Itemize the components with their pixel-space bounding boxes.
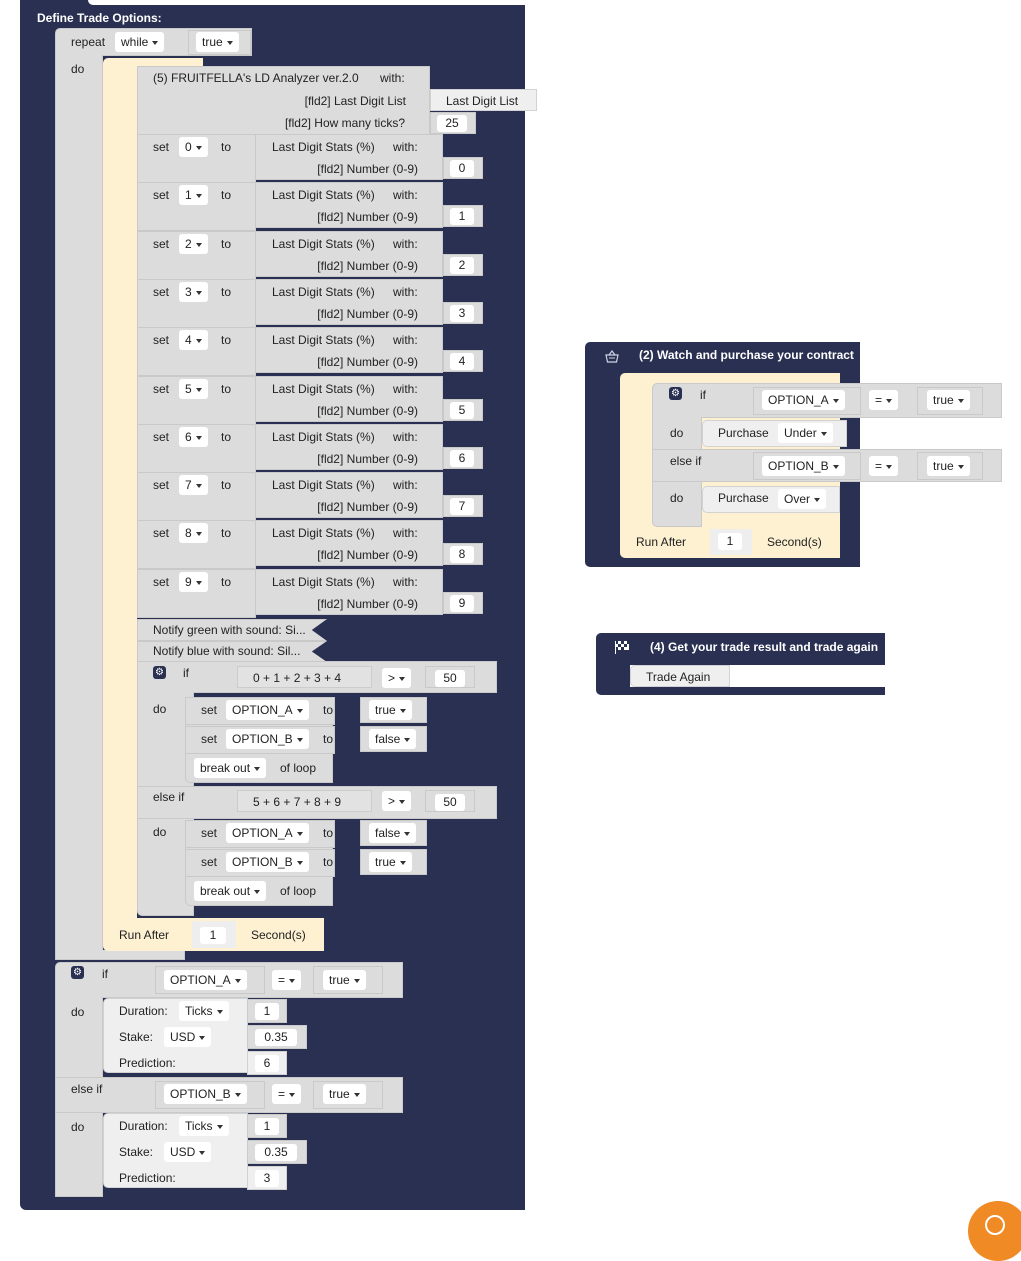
if-label: if	[183, 666, 189, 680]
number-arg-label: [fld2] Number (0-9)	[317, 452, 418, 466]
set-label: set	[201, 732, 218, 746]
bool-dropdown[interactable]: true	[369, 852, 412, 872]
set-label: set	[153, 237, 170, 251]
duration-label: Duration:	[119, 1004, 168, 1018]
to-label: to	[221, 575, 232, 589]
stats-function-label: Last Digit Stats (%)	[272, 237, 375, 251]
set-label: set	[153, 140, 170, 154]
ticks-label: [fld2] How many ticks?	[284, 116, 405, 130]
stats-with-label: with:	[393, 140, 418, 154]
variable-dropdown[interactable]: OPTION_B	[226, 729, 309, 749]
to-label: to	[221, 188, 232, 202]
stats-function-label: Last Digit Stats (%)	[272, 140, 375, 154]
number-arg-label: [fld2] Number (0-9)	[317, 259, 418, 273]
variable-dropdown[interactable]: 9	[179, 572, 208, 592]
set-label: set	[153, 333, 170, 347]
duration-label: Duration:	[119, 1119, 168, 1133]
block-title: Define Trade Options:	[37, 11, 162, 25]
last-digit-list-value: Last Digit List	[446, 94, 519, 108]
set-label: set	[153, 575, 170, 589]
loop-body-strip	[103, 66, 137, 921]
last-digit-list-label: [fld2] Last Digit List	[304, 94, 406, 108]
basket-icon	[604, 349, 620, 366]
stats-with-label: with:	[393, 382, 418, 396]
do-label: do	[670, 491, 684, 505]
stats-with-label: with:	[393, 188, 418, 202]
set-label: set	[153, 526, 170, 540]
bool-dropdown[interactable]: false	[369, 823, 416, 843]
set-label: set	[153, 430, 170, 444]
stats-with-label: with:	[393, 285, 418, 299]
stake-label: Stake:	[119, 1145, 154, 1159]
to-label: to	[221, 382, 232, 396]
stats-with-label: with:	[393, 333, 418, 347]
bool-dropdown-2[interactable]: true	[323, 1084, 366, 1104]
variable-dropdown[interactable]: 7	[179, 475, 208, 495]
duration-value[interactable]: 1	[255, 1118, 279, 1135]
stats-with-label: with:	[393, 237, 418, 251]
break-out-dropdown[interactable]: break out	[194, 758, 266, 778]
purchase-block-title: (2) Watch and purchase your contract	[639, 348, 854, 362]
equals-dropdown-1[interactable]: =	[272, 970, 301, 990]
do-label: do	[71, 62, 85, 76]
stats-function-label: Last Digit Stats (%)	[272, 333, 375, 347]
number-value[interactable]: 6	[450, 450, 474, 467]
to-label: to	[323, 855, 334, 869]
after-block-title: (4) Get your trade result and trade again	[650, 640, 879, 654]
repeat-label: repeat	[71, 35, 106, 49]
do-label: do	[71, 1120, 85, 1134]
duration-value[interactable]: 1	[255, 1003, 279, 1020]
stats-function-label: Last Digit Stats (%)	[272, 526, 375, 540]
set-label: set	[153, 285, 170, 299]
compare-op-1[interactable]: >	[382, 668, 411, 688]
bool-dropdown-2[interactable]: true	[927, 456, 970, 476]
bool-dropdown-1[interactable]: true	[323, 970, 366, 990]
to-label: to	[221, 140, 232, 154]
chat-icon	[985, 1215, 1005, 1235]
gear-icon[interactable]: ⚙	[71, 966, 84, 979]
variable-dropdown-2[interactable]: OPTION_B	[762, 456, 845, 476]
of-loop-label: of loop	[280, 761, 317, 775]
compare-value-1[interactable]: 50	[435, 670, 465, 687]
variable-dropdown[interactable]: 2	[179, 234, 208, 254]
number-arg-label: [fld2] Number (0-9)	[317, 355, 418, 369]
to-label: to	[221, 526, 232, 540]
number-value[interactable]: 1	[450, 208, 474, 225]
set-label: set	[201, 855, 218, 869]
set-label: set	[153, 382, 170, 396]
stats-function-label: Last Digit Stats (%)	[272, 188, 375, 202]
notify-blue-text: Notify blue with sound: Sil...	[153, 644, 301, 658]
prediction-value[interactable]: 6	[255, 1055, 279, 1072]
repeat-body-strip	[55, 55, 103, 955]
equals-dropdown-2[interactable]: =	[272, 1084, 301, 1104]
repeat-bottom	[55, 950, 185, 960]
variable-dropdown-1[interactable]: OPTION_A	[164, 970, 247, 990]
duration-unit-dropdown[interactable]: Ticks	[179, 1116, 229, 1136]
stats-with-label: with:	[393, 478, 418, 492]
variable-dropdown[interactable]: 8	[179, 523, 208, 543]
number-value[interactable]: 7	[450, 498, 474, 515]
stats-with-label: with:	[393, 575, 418, 589]
variable-dropdown[interactable]: OPTION_A	[226, 823, 309, 843]
variable-dropdown[interactable]: 4	[179, 330, 208, 350]
to-label: to	[323, 732, 334, 746]
variable-dropdown[interactable]: 6	[179, 427, 208, 447]
to-label: to	[221, 237, 232, 251]
duration-unit-dropdown[interactable]: Ticks	[179, 1001, 229, 1021]
stake-label: Stake:	[119, 1030, 154, 1044]
run-after-value[interactable]: 1	[200, 927, 226, 944]
currency-dropdown[interactable]: USD	[164, 1027, 211, 1047]
sum-expression-1: 0 + 1 + 2 + 3 + 4	[253, 671, 342, 685]
do-label: do	[71, 1005, 85, 1019]
checkered-flag-icon	[614, 640, 630, 657]
set-label: set	[201, 703, 218, 717]
equals-dropdown-1[interactable]: =	[869, 390, 898, 410]
number-arg-label: [fld2] Number (0-9)	[317, 548, 418, 562]
stats-function-label: Last Digit Stats (%)	[272, 575, 375, 589]
of-loop-label: of loop	[280, 884, 317, 898]
contract-type-dropdown-2[interactable]: Over	[778, 489, 826, 509]
stake-value[interactable]: 0.35	[255, 1029, 297, 1046]
block-notch	[88, 0, 525, 5]
number-arg-label: [fld2] Number (0-9)	[317, 210, 418, 224]
number-value[interactable]: 9	[450, 595, 474, 612]
set-label: set	[153, 188, 170, 202]
variable-dropdown[interactable]: 1	[179, 185, 208, 205]
else-if-label: else if	[153, 790, 185, 804]
number-arg-label: [fld2] Number (0-9)	[317, 500, 418, 514]
run-after-unit: Second(s)	[767, 535, 822, 549]
do-label: do	[670, 426, 684, 440]
purchase-label: Purchase	[718, 426, 769, 440]
variable-dropdown-1[interactable]: OPTION_A	[762, 390, 845, 410]
prediction-value[interactable]: 3	[255, 1170, 279, 1187]
variable-dropdown[interactable]: 0	[179, 137, 208, 157]
variable-dropdown[interactable]: 3	[179, 282, 208, 302]
repeat-mode-dropdown[interactable]: while	[115, 32, 164, 52]
run-after-unit: Second(s)	[251, 928, 306, 942]
stats-function-label: Last Digit Stats (%)	[272, 285, 375, 299]
number-value[interactable]: 0	[450, 160, 474, 177]
gear-icon[interactable]: ⚙	[669, 387, 682, 400]
number-arg-label: [fld2] Number (0-9)	[317, 307, 418, 321]
ticks-value[interactable]: 25	[437, 115, 467, 132]
purchase-label: Purchase	[718, 491, 769, 505]
number-value[interactable]: 4	[450, 353, 474, 370]
to-label: to	[323, 703, 334, 717]
do-label: do	[153, 702, 167, 716]
block-bottom	[55, 1196, 525, 1200]
analyzer-with: with:	[380, 71, 405, 85]
stats-function-label: Last Digit Stats (%)	[272, 430, 375, 444]
to-label: to	[221, 478, 232, 492]
run-after-value[interactable]: 1	[718, 533, 742, 550]
contract-type-dropdown-1[interactable]: Under	[778, 423, 833, 443]
break-out-dropdown[interactable]: break out	[194, 881, 266, 901]
equals-dropdown-2[interactable]: =	[869, 456, 898, 476]
stats-function-label: Last Digit Stats (%)	[272, 478, 375, 492]
repeat-cond-dropdown[interactable]: true	[196, 32, 239, 52]
number-value[interactable]: 3	[450, 305, 474, 322]
help-chat-button[interactable]	[968, 1201, 1021, 1261]
analyzer-title: (5) FRUITFELLA's LD Analyzer ver.2.0	[153, 71, 359, 85]
number-arg-label: [fld2] Number (0-9)	[317, 404, 418, 418]
prediction-label: Prediction:	[119, 1171, 176, 1185]
variable-dropdown[interactable]: 5	[179, 379, 208, 399]
number-value[interactable]: 5	[450, 402, 474, 419]
number-arg-label: [fld2] Number (0-9)	[317, 597, 418, 611]
notify-green-text: Notify green with sound: Si...	[153, 623, 306, 637]
to-label: to	[221, 285, 232, 299]
gear-icon[interactable]: ⚙	[153, 666, 166, 679]
set-label: set	[201, 826, 218, 840]
inner-if-bottom	[137, 906, 194, 916]
to-label: to	[323, 826, 334, 840]
bool-dropdown-1[interactable]: true	[927, 390, 970, 410]
sum-expression-2: 5 + 6 + 7 + 8 + 9	[253, 795, 342, 809]
currency-dropdown[interactable]: USD	[164, 1142, 211, 1162]
stake-value[interactable]: 0.35	[255, 1144, 297, 1161]
else-if-label: else if	[71, 1082, 103, 1096]
else-if-label: else if	[670, 454, 702, 468]
bool-dropdown[interactable]: false	[369, 729, 416, 749]
variable-dropdown-2[interactable]: OPTION_B	[164, 1084, 247, 1104]
run-after-label: Run After	[636, 535, 687, 549]
stats-function-label: Last Digit Stats (%)	[272, 382, 375, 396]
variable-dropdown[interactable]: OPTION_B	[226, 852, 309, 872]
stats-with-label: with:	[393, 430, 418, 444]
bool-dropdown[interactable]: true	[369, 700, 412, 720]
number-value[interactable]: 8	[450, 546, 474, 563]
to-label: to	[221, 430, 232, 444]
prediction-label: Prediction:	[119, 1056, 176, 1070]
if-label: if	[102, 967, 108, 981]
number-value[interactable]: 2	[450, 257, 474, 274]
do-label: do	[153, 825, 167, 839]
compare-value-2[interactable]: 50	[435, 794, 465, 811]
run-after-label: Run After	[119, 928, 170, 942]
number-arg-label: [fld2] Number (0-9)	[317, 162, 418, 176]
variable-dropdown[interactable]: OPTION_A	[226, 700, 309, 720]
to-label: to	[221, 333, 232, 347]
stats-with-label: with:	[393, 526, 418, 540]
if-label: if	[700, 388, 706, 402]
compare-op-2[interactable]: >	[382, 791, 411, 811]
set-label: set	[153, 478, 170, 492]
trade-again-label: Trade Again	[646, 670, 711, 684]
